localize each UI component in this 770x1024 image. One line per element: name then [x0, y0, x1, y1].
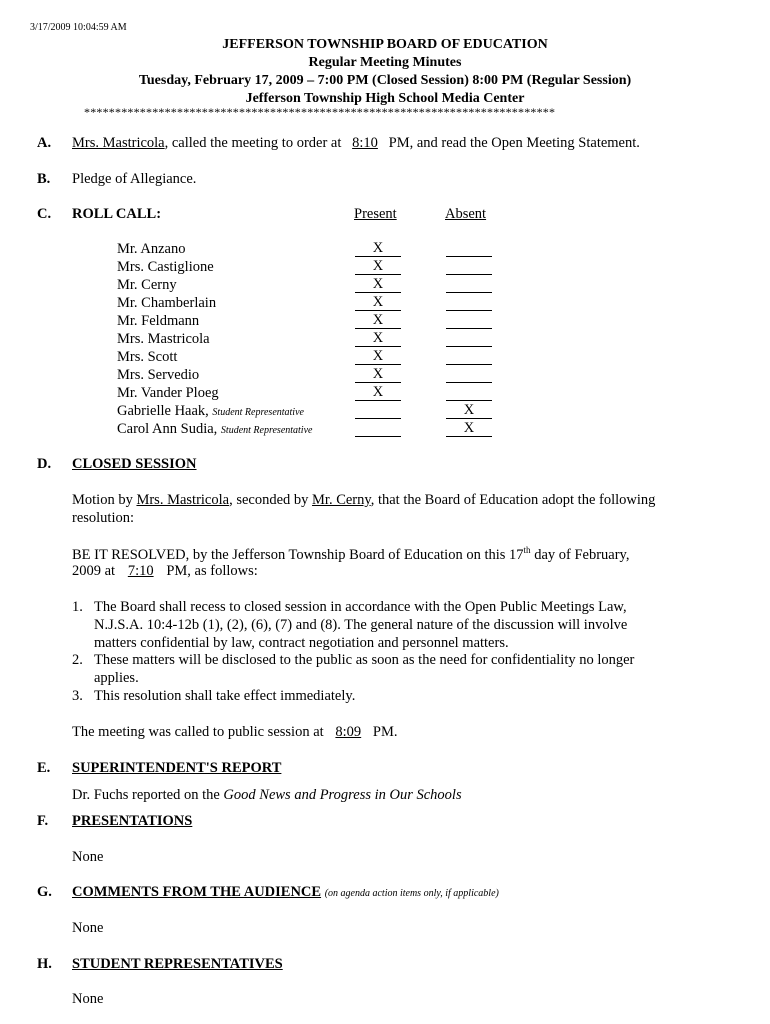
superintendent-report-title: SUPERINTENDENT'S REPORT [72, 760, 282, 776]
absent-mark: X [446, 421, 492, 437]
resolved-text: day of February, [530, 546, 630, 563]
member-name: Mr. Anzano [117, 241, 186, 257]
audience-comments-title: COMMENTS FROM THE AUDIENCE [72, 884, 322, 900]
motion-text: , that the Board of Education adopt the following [370, 492, 656, 508]
member-name: Mrs. Castiglione [117, 259, 214, 275]
absent-mark [446, 349, 492, 365]
section-a-text [72, 135, 640, 152]
present-header: Present [354, 206, 397, 222]
present-mark: X [355, 241, 401, 257]
absent-mark [446, 331, 492, 347]
board-title: JEFFERSON TOWNSHIP BOARD OF EDUCATION [222, 37, 548, 52]
member-name: Carol Ann Sudia, [117, 421, 218, 437]
motion-line-1 [72, 492, 655, 509]
audience-comments-note: (on agenda action items only, if applicable) [324, 888, 499, 899]
list-item [72, 599, 627, 616]
section-f-letter: F. [37, 813, 49, 829]
presentations-title: PRESENTATIONS [72, 813, 193, 829]
motion-text: , seconded by [229, 492, 313, 508]
absent-mark [446, 277, 492, 293]
public-session-time: 8:09 [335, 724, 362, 740]
roll-call-title: ROLL CALL: [72, 206, 162, 222]
section-g-letter: G. [37, 884, 52, 900]
section-b-letter: B. [37, 171, 51, 187]
student-rep-row [117, 421, 312, 438]
section-h-letter: H. [37, 956, 52, 972]
present-mark: X [355, 331, 401, 347]
present-mark: X [355, 385, 401, 401]
meeting-location: Jefferson Township High School Media Center [245, 91, 525, 106]
list-number: 1. [72, 599, 83, 615]
member-name: Mrs. Servedio [117, 367, 200, 383]
absent-mark [446, 259, 492, 275]
resolved-text: PM, as follows: [162, 563, 258, 579]
presentations-text: None [72, 849, 104, 865]
minutes-type: Regular Meeting Minutes [308, 55, 462, 70]
member-name: Mr. Vander Ploeg [117, 385, 219, 401]
call-to-order-text2: PM, and read the Open Meeting Statement. [385, 135, 640, 151]
print-timestamp: 3/17/2009 10:04:59 AM [30, 22, 127, 33]
absent-mark [446, 385, 492, 401]
list-text: applies. [94, 670, 139, 686]
student-representatives-text: None [72, 991, 104, 1007]
present-mark: X [355, 349, 401, 365]
ordinal-suffix: th [523, 545, 531, 555]
member-name: Mr. Chamberlain [117, 295, 217, 311]
list-number: 3. [72, 688, 83, 704]
seconded-by-name: Mr. Cerny [312, 492, 371, 508]
member-name: Mr. Cerny [117, 277, 177, 293]
closed-session-title: CLOSED SESSION [72, 456, 197, 472]
report-text: Dr. Fuchs reported on the [72, 787, 224, 803]
section-d-letter: D. [37, 456, 52, 472]
member-name: Gabrielle Haak, [117, 403, 209, 419]
resolved-line-2 [72, 563, 258, 580]
member-name: Mr. Feldmann [117, 313, 200, 329]
absent-mark [446, 367, 492, 383]
motion-by-name: Mrs. Mastricola [136, 492, 230, 508]
present-mark: X [355, 313, 401, 329]
pledge-text: Pledge of Allegiance. [72, 171, 197, 187]
student-rep-row [117, 403, 304, 420]
call-to-order-name: Mrs. Mastricola [72, 135, 165, 151]
separator-stars: **************************************************************************** [84, 105, 556, 119]
member-name: Mrs. Mastricola [117, 331, 210, 347]
meeting-date: Tuesday, February 17, 2009 – 7:00 PM (Closed Session) 8:00 PM (Regular Session) [138, 73, 632, 88]
present-mark [355, 421, 401, 437]
resolved-text: 2009 at [72, 563, 119, 579]
section-e-letter: E. [37, 760, 51, 776]
public-session-line [72, 724, 398, 741]
audience-comments-heading [72, 884, 499, 901]
section-a-letter: A. [37, 135, 52, 151]
section-c-letter: C. [37, 206, 52, 222]
list-text: matters confidential by law, contract negotiation and personnel matters. [94, 635, 509, 651]
public-session-text: PM. [369, 724, 398, 740]
present-mark: X [355, 367, 401, 383]
list-text: This resolution shall take effect immediately. [94, 688, 356, 704]
student-representatives-title: STUDENT REPRESENTATIVES [72, 956, 283, 972]
absent-mark: X [446, 403, 492, 419]
student-rep-note: Student Representative [220, 425, 313, 436]
public-session-text: The meeting was called to public session at [72, 724, 328, 740]
resolved-text: BE IT RESOLVED, by the Jefferson Township Board of Education on this 17 [72, 546, 524, 563]
member-name: Mrs. Scott [117, 349, 178, 365]
audience-comments-text: None [72, 920, 104, 936]
absent-mark [446, 241, 492, 257]
closed-session-time: 7:10 [127, 563, 154, 579]
present-mark: X [355, 259, 401, 275]
list-item [72, 688, 355, 705]
present-mark: X [355, 277, 401, 293]
absent-header: Absent [445, 206, 487, 222]
absent-mark [446, 313, 492, 329]
superintendent-report-text [72, 787, 462, 804]
present-mark [355, 403, 401, 419]
present-mark: X [355, 295, 401, 311]
report-title-italic: Good News and Progress in Our Schools [223, 787, 462, 803]
call-to-order-text1: , called the meeting to order at [164, 135, 345, 151]
list-text: These matters will be disclosed to the public as soon as the need for confidentiality no longer [94, 652, 635, 668]
list-text: The Board shall recess to closed session in accordance with the Open Public Meetings Law, [94, 599, 627, 615]
list-number: 2. [72, 652, 83, 668]
resolved-line-1 [72, 545, 629, 564]
call-to-order-time: 8:10 [352, 135, 378, 151]
student-rep-note: Student Representative [212, 407, 304, 418]
motion-text: Motion by [72, 492, 137, 508]
list-text: N.J.S.A. 10:4-12b (1), (2), (6), (7) and (8). The general nature of the discussion will involve [94, 617, 628, 633]
motion-line-2: resolution: [72, 510, 135, 526]
absent-mark [446, 295, 492, 311]
list-item [72, 652, 634, 669]
